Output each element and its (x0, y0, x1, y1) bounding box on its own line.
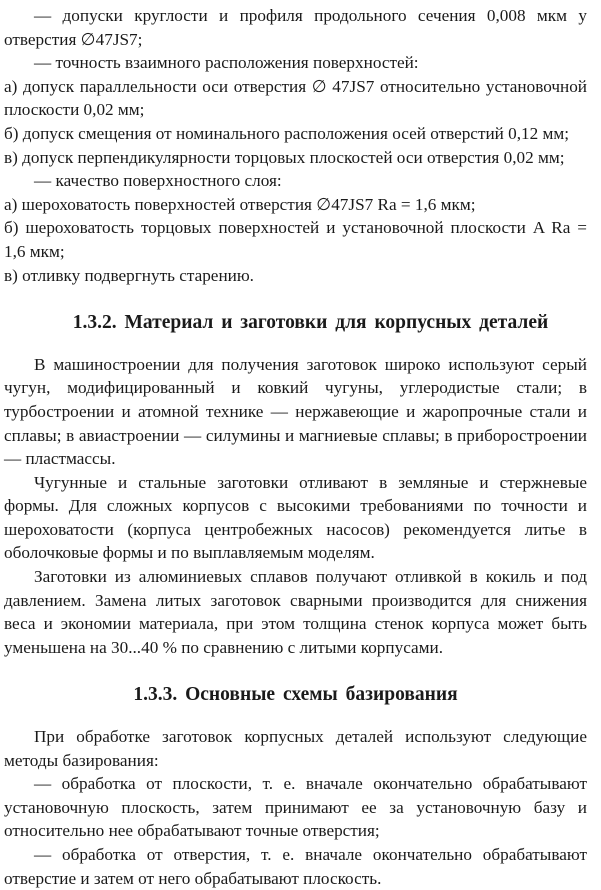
basing-bore-item: — обработка от отверстия, т. е. вначале окончательно обрабатывают отверстие и затем от него обрабатывают плоскость. (4, 845, 587, 888)
bore-roughness-line: а) шероховатость поверхностей отверстия ∅47JS7 Ra = 1,6 мкм; (4, 194, 476, 214)
basing-intro-paragraph: При обработке заготовок корпусных деталей используют следующие методы базирования: (4, 727, 587, 770)
surface-quality-line: — качество поверхностного слоя: (34, 171, 282, 191)
aging-line: в) отливку подвергнуть старению. (4, 265, 254, 285)
tolerance-roundness-line: — допуски круглости и профиля продольного сечения 0,008 мкм у отверстия ∅47JS7; (4, 6, 587, 49)
perpendicularity-tolerance-line: в) допуск перпендикулярности торцовых плоскостей оси отверстия 0,02 мм; (4, 147, 565, 167)
section-heading-1-3-2: 1.3.2. Материал и заготовки для корпусных деталей (72, 312, 549, 334)
parallelism-tolerance-line: а) допуск параллельности оси отверстия ∅ 47JS7 относительно установочной плоскости 0,02 мм; (4, 76, 587, 120)
positional-accuracy-line: — точность взаимного расположения поверхностей: (34, 53, 419, 73)
aluminum-paragraph: Заготовки из алюминиевых сплавов получают отливкой в кокиль и под давлением. Замена литых заготовок сварными производится для снижения веса и экономии материала, при этом толщина стенок корпуса может быть уменьшена на 30...40 % по сравнению с литыми корпусами. (4, 567, 587, 657)
materials-paragraph: В машиностроении для получения заготовок широко используют серый чугун, модифицированный и ковкий чугуны, углеродистые стали; в турбостроении и атомной технике — нержавеющие и жаропрочные стали и сплавы; в авиастроении — силумины и магниевые сплавы; в приборостроении — пластмассы. (4, 354, 587, 469)
offset-tolerance-line: б) допуск смещения от номинального расположения осей отверстий 0,12 мм; (4, 123, 570, 143)
section-heading-1-3-3: 1.3.3. Основные схемы базирования (133, 684, 458, 706)
casting-paragraph: Чугунные и стальные заготовки отливают в земляные и стержневые формы. Для сложных корпусов с высокими требованиями по точности и шероховатости (корпуса центробежных насосов) рекомендуется литье в оболочковые формы и по выплавляемым моделям. (4, 472, 587, 563)
face-roughness-line: б) шероховатость торцовых поверхностей и установочной плоскости A Ra = 1,6 мкм; (4, 218, 587, 261)
basing-plane-item: — обработка от плоскости, т. е. вначале окончательно обрабатывают установочную плоскость, затем принимают ее за установочную базу и относительно нее обрабатывают точные отверстия; (4, 774, 587, 841)
